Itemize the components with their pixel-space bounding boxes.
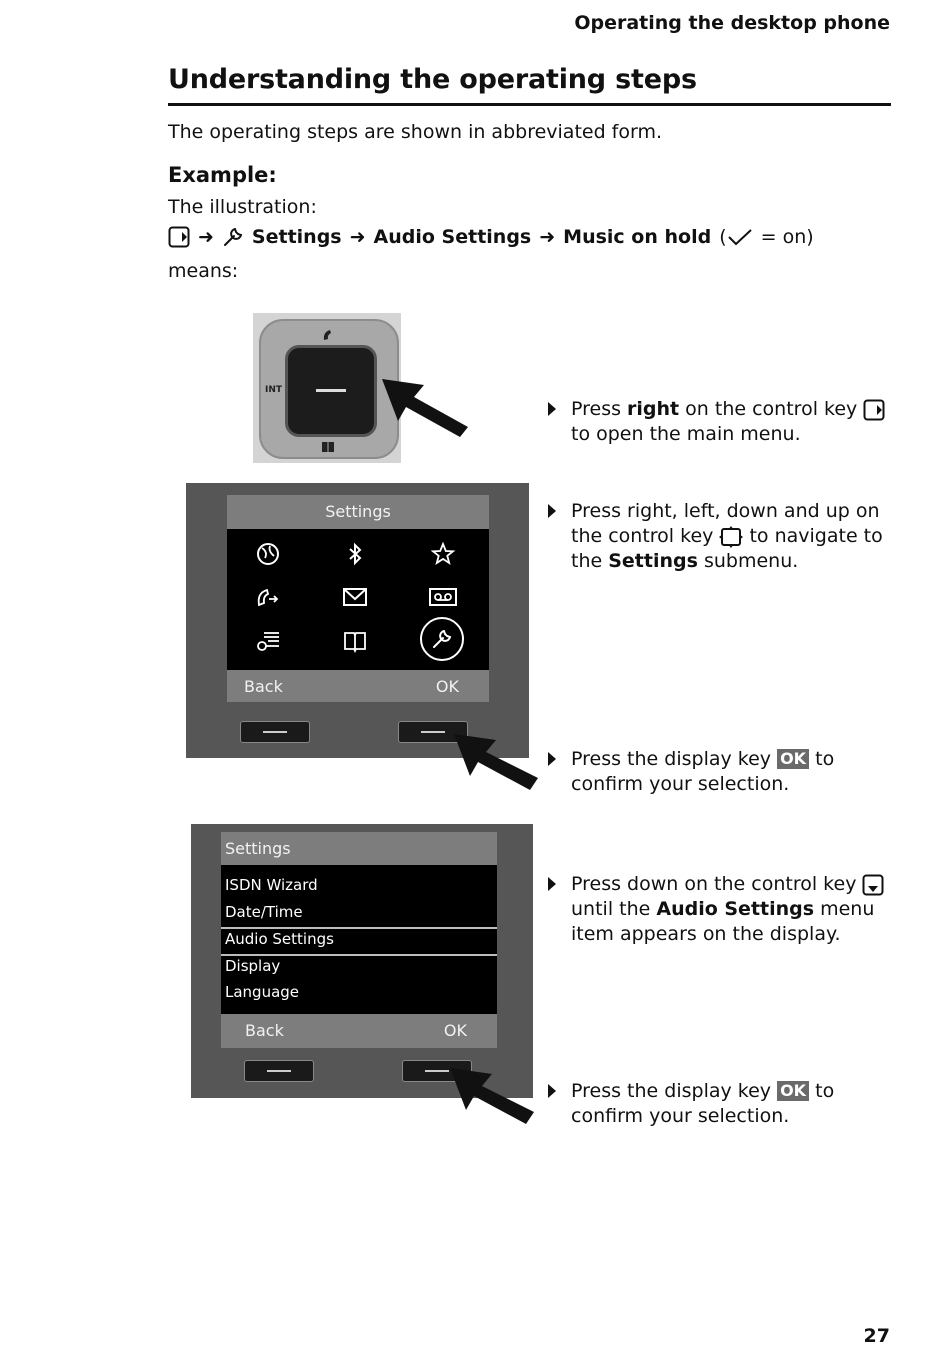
wrench-icon[interactable] — [420, 617, 464, 661]
step-text: to navigate to the — [571, 525, 883, 572]
control-key-ring — [259, 319, 399, 459]
path-arrow-icon: ➜ — [349, 226, 366, 248]
step-text: to confirm your selection. — [571, 1080, 835, 1127]
control-key-right-icon — [863, 399, 885, 421]
step-text-bold: Audio Settings — [656, 898, 815, 920]
left-display-key[interactable] — [240, 721, 310, 743]
instruction-step — [548, 499, 893, 574]
control-key-center — [285, 345, 377, 437]
path-arrow-icon: ➜ — [198, 226, 214, 248]
path-suffix-close: = on) — [760, 226, 814, 248]
step-text-bold: Settings — [608, 550, 698, 572]
envelope-icon[interactable] — [335, 577, 375, 617]
book-icon[interactable] — [335, 621, 375, 661]
softkey-back-label: Back — [244, 677, 283, 696]
step-text: Press the display key — [571, 1080, 778, 1102]
menu-icon-grid — [227, 529, 489, 670]
list-item[interactable]: Display — [225, 957, 281, 975]
control-key-all-directions-icon — [719, 526, 743, 548]
softkey-bar — [227, 670, 489, 702]
step-text: on the control key — [679, 398, 858, 420]
selection-bottom-line — [221, 954, 497, 956]
running-header: Operating the desktop phone — [574, 12, 890, 34]
key-list-icon[interactable] — [248, 621, 288, 661]
bluetooth-icon[interactable] — [335, 534, 375, 574]
step-text: submenu. — [697, 550, 799, 572]
bullet-triangle-icon — [548, 752, 556, 766]
left-display-key[interactable] — [244, 1060, 314, 1082]
softkey-back-label: Back — [245, 1021, 284, 1040]
intro-text: The operating steps are shown in abbreviated form. — [168, 121, 663, 143]
instruction-step — [548, 397, 893, 447]
bullet-triangle-icon — [548, 402, 556, 416]
means-label: means: — [168, 260, 239, 282]
step-text: Press — [571, 398, 628, 420]
phone-screen-settings-grid — [186, 483, 529, 758]
path-arrow-icon: ➜ — [539, 226, 556, 248]
pointer-arrow-icon — [452, 730, 542, 792]
ok-key-badge: OK — [777, 1081, 809, 1101]
call-forward-icon[interactable] — [248, 577, 288, 617]
instruction-step — [548, 1079, 893, 1129]
bullet-triangle-icon — [548, 877, 556, 891]
screen-title-bar — [221, 832, 497, 865]
screen-title: Settings — [325, 502, 391, 521]
title-rule — [168, 103, 891, 106]
step-text: Press right, left, down and up on the control key — [571, 500, 880, 547]
illustration-label: The illustration: — [168, 196, 317, 218]
page-title: Understanding the operating steps — [168, 64, 697, 95]
globe-icon[interactable] — [248, 534, 288, 574]
int-label: INT — [265, 385, 283, 395]
control-key-down-icon — [862, 874, 884, 896]
star-icon[interactable] — [423, 534, 463, 574]
wrench-icon — [222, 226, 244, 248]
screen-title: Settings — [225, 839, 291, 858]
path-step-settings: Settings — [251, 226, 342, 248]
path-step-audio-settings: Audio Settings — [373, 226, 532, 248]
phonebook-icon — [320, 441, 336, 453]
pointer-arrow-icon — [448, 1064, 538, 1126]
example-heading: Example: — [168, 163, 277, 187]
instruction-step — [548, 872, 893, 947]
softkey-ok-label: OK — [443, 1021, 467, 1040]
softkey-ok-label: OK — [435, 677, 459, 696]
settings-menu-list — [221, 865, 497, 1014]
list-item-selected[interactable]: Audio Settings — [225, 930, 334, 948]
path-step-music-on-hold: Music on hold — [563, 226, 712, 248]
bullet-triangle-icon — [548, 1084, 556, 1098]
bullet-triangle-icon — [548, 504, 556, 518]
step-text: to open the main menu. — [571, 423, 801, 445]
list-item[interactable]: Language — [225, 983, 300, 1001]
control-key-right-icon — [168, 226, 190, 248]
screen-title-bar — [227, 495, 489, 529]
instruction-step — [548, 747, 893, 797]
page-number: 27 — [863, 1325, 890, 1347]
path-suffix-open: ( — [719, 226, 727, 248]
step-text: until the — [571, 898, 657, 920]
phone-screen-settings-list — [191, 824, 533, 1098]
list-item[interactable]: ISDN Wizard — [225, 876, 318, 894]
softkey-bar — [221, 1014, 497, 1048]
step-text: menu item appears on the display. — [571, 898, 875, 945]
step-text: Press the display key — [571, 748, 778, 770]
step-text: Press down on the control key — [571, 873, 857, 895]
voicemail-icon[interactable] — [423, 577, 463, 617]
ok-key-badge: OK — [777, 749, 809, 769]
pointer-arrow-icon — [380, 375, 475, 440]
operation-path — [168, 226, 814, 248]
handset-icon — [321, 327, 339, 343]
selection-top-line — [221, 927, 497, 929]
step-text: to confirm your selection. — [571, 748, 835, 795]
control-key-dash — [316, 389, 346, 392]
control-key-photo — [253, 313, 401, 463]
checkmark-icon — [727, 228, 753, 246]
step-text-bold: right — [627, 398, 680, 420]
list-item[interactable]: Date/Time — [225, 903, 303, 921]
